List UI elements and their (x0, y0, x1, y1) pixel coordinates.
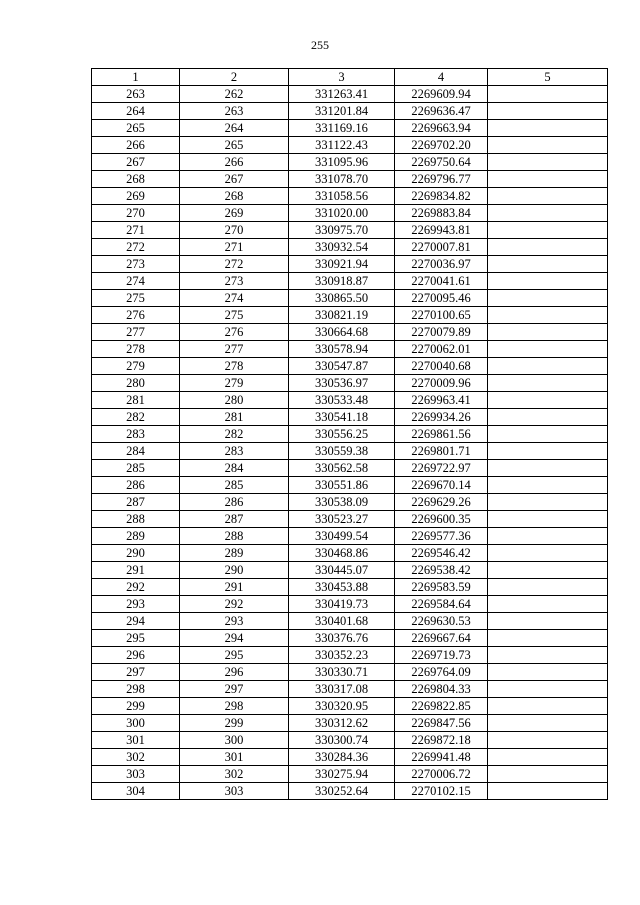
table-row (92, 188, 608, 205)
table-cell: 2269934.26 (395, 409, 488, 426)
table-body (92, 86, 608, 800)
table-cell: 330578.94 (289, 341, 395, 358)
table-cell: 276 (180, 324, 289, 341)
table-cell (488, 426, 608, 443)
table-cell (488, 749, 608, 766)
table-row (92, 307, 608, 324)
table-cell: 269 (92, 188, 180, 205)
table-cell: 284 (92, 443, 180, 460)
table-cell: 276 (92, 307, 180, 324)
table-cell: 272 (92, 239, 180, 256)
table-row (92, 698, 608, 715)
table-row (92, 681, 608, 698)
table-row (92, 596, 608, 613)
table-cell: 2270041.61 (395, 273, 488, 290)
table-cell: 330536.97 (289, 375, 395, 392)
table-cell: 294 (180, 630, 289, 647)
table-cell: 291 (180, 579, 289, 596)
table-cell: 330252.64 (289, 783, 395, 800)
table-row (92, 409, 608, 426)
table-cell: 282 (180, 426, 289, 443)
table-cell: 330975.70 (289, 222, 395, 239)
table-cell (488, 698, 608, 715)
table-cell: 266 (180, 154, 289, 171)
table-cell: 268 (92, 171, 180, 188)
table-cell: 2269663.94 (395, 120, 488, 137)
table-cell: 283 (180, 443, 289, 460)
table-cell: 2269796.77 (395, 171, 488, 188)
table-cell: 330865.50 (289, 290, 395, 307)
table-cell: 2269609.94 (395, 86, 488, 103)
table-row (92, 511, 608, 528)
table-cell: 2269963.41 (395, 392, 488, 409)
table-cell: 281 (180, 409, 289, 426)
table-row (92, 290, 608, 307)
table-cell: 2269801.71 (395, 443, 488, 460)
table-row (92, 613, 608, 630)
table-cell: 267 (180, 171, 289, 188)
table-row (92, 443, 608, 460)
table-cell: 263 (180, 103, 289, 120)
table-cell: 277 (92, 324, 180, 341)
table-cell: 278 (92, 341, 180, 358)
table-cell: 287 (92, 494, 180, 511)
table-row (92, 766, 608, 783)
table-cell: 330562.58 (289, 460, 395, 477)
table-cell: 264 (180, 120, 289, 137)
table-cell: 330547.87 (289, 358, 395, 375)
table-cell: 286 (92, 477, 180, 494)
table-cell: 283 (92, 426, 180, 443)
table-cell: 304 (92, 783, 180, 800)
table-cell: 285 (92, 460, 180, 477)
table-cell (488, 528, 608, 545)
table-cell (488, 358, 608, 375)
table-cell: 330376.76 (289, 630, 395, 647)
table-row (92, 86, 608, 103)
table-cell (488, 783, 608, 800)
table-cell: 330932.54 (289, 239, 395, 256)
table-cell: 330499.54 (289, 528, 395, 545)
table-cell: 330541.18 (289, 409, 395, 426)
table-cell: 2270095.46 (395, 290, 488, 307)
table-row (92, 392, 608, 409)
table-cell: 298 (92, 681, 180, 698)
table-cell: 279 (92, 358, 180, 375)
table-cell: 277 (180, 341, 289, 358)
table-row (92, 749, 608, 766)
table-row (92, 630, 608, 647)
table-cell: 2269629.26 (395, 494, 488, 511)
table-cell: 330468.86 (289, 545, 395, 562)
table-cell: 298 (180, 698, 289, 715)
table-cell: 330445.07 (289, 562, 395, 579)
table-cell: 265 (180, 137, 289, 154)
table-cell: 296 (92, 647, 180, 664)
table-cell: 271 (180, 239, 289, 256)
column-header-2: 2 (180, 69, 289, 86)
table-row (92, 545, 608, 562)
table-cell: 303 (92, 766, 180, 783)
table-cell (488, 103, 608, 120)
table-cell: 2269861.56 (395, 426, 488, 443)
table-cell: 2270100.65 (395, 307, 488, 324)
table-cell: 272 (180, 256, 289, 273)
table-cell: 274 (180, 290, 289, 307)
table-cell: 2270062.01 (395, 341, 488, 358)
table-cell: 2269546.42 (395, 545, 488, 562)
coordinates-table (91, 68, 608, 800)
table-cell: 297 (92, 664, 180, 681)
table-cell: 330921.94 (289, 256, 395, 273)
table-row (92, 239, 608, 256)
table-cell (488, 137, 608, 154)
table-cell: 2269584.64 (395, 596, 488, 613)
table-cell: 330821.19 (289, 307, 395, 324)
table-row (92, 358, 608, 375)
table-row (92, 273, 608, 290)
table-cell: 287 (180, 511, 289, 528)
table-cell: 331169.16 (289, 120, 395, 137)
table-cell: 2269804.33 (395, 681, 488, 698)
table-cell: 301 (92, 732, 180, 749)
table-cell: 2269764.09 (395, 664, 488, 681)
table-cell: 2269630.53 (395, 613, 488, 630)
table-row (92, 460, 608, 477)
table-cell: 269 (180, 205, 289, 222)
table-cell: 285 (180, 477, 289, 494)
table-row (92, 664, 608, 681)
table-cell: 2269667.64 (395, 630, 488, 647)
table-cell: 330559.38 (289, 443, 395, 460)
table-cell: 2269883.84 (395, 205, 488, 222)
table-row (92, 494, 608, 511)
table-cell: 274 (92, 273, 180, 290)
table-cell: 2269702.20 (395, 137, 488, 154)
table-cell: 278 (180, 358, 289, 375)
table-cell: 2269722.97 (395, 460, 488, 477)
table-cell: 2270006.72 (395, 766, 488, 783)
table-cell: 2269750.64 (395, 154, 488, 171)
table-cell: 281 (92, 392, 180, 409)
table-cell: 330300.74 (289, 732, 395, 749)
table-cell: 2269538.42 (395, 562, 488, 579)
table-cell: 331095.96 (289, 154, 395, 171)
table-row (92, 375, 608, 392)
table-row (92, 528, 608, 545)
table-cell: 302 (92, 749, 180, 766)
table-cell (488, 443, 608, 460)
table-cell (488, 290, 608, 307)
table-cell (488, 375, 608, 392)
table-cell: 288 (92, 511, 180, 528)
table-cell (488, 664, 608, 681)
table-row (92, 783, 608, 800)
table-row (92, 647, 608, 664)
table-cell (488, 613, 608, 630)
table-cell: 291 (92, 562, 180, 579)
table-header (92, 69, 608, 86)
table-cell: 330538.09 (289, 494, 395, 511)
table-cell: 2269822.85 (395, 698, 488, 715)
table-row (92, 154, 608, 171)
table-cell (488, 222, 608, 239)
table-row (92, 562, 608, 579)
table-cell (488, 324, 608, 341)
table-cell: 300 (92, 715, 180, 732)
table-row (92, 341, 608, 358)
table-row (92, 137, 608, 154)
table-cell: 330664.68 (289, 324, 395, 341)
table-cell: 2270036.97 (395, 256, 488, 273)
table-cell: 330551.86 (289, 477, 395, 494)
table-cell: 330320.95 (289, 698, 395, 715)
table-cell (488, 596, 608, 613)
table-cell: 331058.56 (289, 188, 395, 205)
table-cell (488, 256, 608, 273)
table-cell (488, 715, 608, 732)
table-cell (488, 341, 608, 358)
table-cell (488, 120, 608, 137)
table-cell: 2269941.48 (395, 749, 488, 766)
table-row (92, 324, 608, 341)
column-header-5: 5 (488, 69, 608, 86)
table-row (92, 477, 608, 494)
table-cell: 331122.43 (289, 137, 395, 154)
table-cell: 330918.87 (289, 273, 395, 290)
table-row (92, 103, 608, 120)
page-number: 255 (311, 38, 329, 52)
table-cell: 268 (180, 188, 289, 205)
table-cell: 293 (92, 596, 180, 613)
table-cell (488, 477, 608, 494)
table-cell: 330533.48 (289, 392, 395, 409)
table-cell: 295 (180, 647, 289, 664)
table-cell: 330401.68 (289, 613, 395, 630)
table-cell: 297 (180, 681, 289, 698)
table-cell: 2269636.47 (395, 103, 488, 120)
table-row (92, 579, 608, 596)
table-cell (488, 630, 608, 647)
table-row (92, 732, 608, 749)
table-cell (488, 579, 608, 596)
table-cell: 2269719.73 (395, 647, 488, 664)
table-cell: 289 (92, 528, 180, 545)
column-header-4: 4 (395, 69, 488, 86)
table-cell: 267 (92, 154, 180, 171)
table-cell: 271 (92, 222, 180, 239)
table-cell (488, 460, 608, 477)
table-row (92, 426, 608, 443)
table-row (92, 205, 608, 222)
table-cell: 280 (92, 375, 180, 392)
table-cell (488, 766, 608, 783)
table-cell (488, 647, 608, 664)
table-cell: 330284.36 (289, 749, 395, 766)
table-cell: 2270040.68 (395, 358, 488, 375)
table-cell: 263 (92, 86, 180, 103)
table-cell: 331263.41 (289, 86, 395, 103)
table-cell: 262 (180, 86, 289, 103)
table-row (92, 256, 608, 273)
table-cell (488, 188, 608, 205)
table-cell: 331078.70 (289, 171, 395, 188)
table-cell (488, 732, 608, 749)
table-row (92, 171, 608, 188)
table-row (92, 120, 608, 137)
table-cell: 2269943.81 (395, 222, 488, 239)
table-cell (488, 392, 608, 409)
table-cell: 2270079.89 (395, 324, 488, 341)
table-cell: 294 (92, 613, 180, 630)
table-cell: 2269670.14 (395, 477, 488, 494)
table-row (92, 222, 608, 239)
table-cell (488, 86, 608, 103)
table-cell: 282 (92, 409, 180, 426)
table-cell: 2269600.35 (395, 511, 488, 528)
table-cell: 2269583.59 (395, 579, 488, 596)
table-cell: 302 (180, 766, 289, 783)
table-cell: 264 (92, 103, 180, 120)
table-cell: 289 (180, 545, 289, 562)
table-cell: 286 (180, 494, 289, 511)
column-header-1: 1 (92, 69, 180, 86)
table-cell (488, 494, 608, 511)
table-cell: 301 (180, 749, 289, 766)
table-cell (488, 239, 608, 256)
table-cell (488, 154, 608, 171)
table-cell: 275 (92, 290, 180, 307)
table-cell: 2270102.15 (395, 783, 488, 800)
table-cell: 2269847.56 (395, 715, 488, 732)
table-cell: 275 (180, 307, 289, 324)
table-cell: 299 (92, 698, 180, 715)
table-cell (488, 205, 608, 222)
table-cell: 2269834.82 (395, 188, 488, 205)
table-cell: 280 (180, 392, 289, 409)
table-cell: 284 (180, 460, 289, 477)
table-cell: 270 (92, 205, 180, 222)
table-cell: 2270007.81 (395, 239, 488, 256)
table-cell: 330275.94 (289, 766, 395, 783)
table-cell: 265 (92, 120, 180, 137)
table-cell: 270 (180, 222, 289, 239)
table-cell: 279 (180, 375, 289, 392)
table-cell: 295 (92, 630, 180, 647)
table-cell: 330330.71 (289, 664, 395, 681)
table-cell: 290 (180, 562, 289, 579)
table-cell: 300 (180, 732, 289, 749)
table-cell: 292 (180, 596, 289, 613)
table-cell (488, 545, 608, 562)
table-cell: 292 (92, 579, 180, 596)
table-cell (488, 171, 608, 188)
table-cell (488, 273, 608, 290)
table-cell: 303 (180, 783, 289, 800)
table-cell (488, 562, 608, 579)
table-cell (488, 409, 608, 426)
table-cell: 2269872.18 (395, 732, 488, 749)
table-cell: 293 (180, 613, 289, 630)
table-cell (488, 511, 608, 528)
table-cell: 266 (92, 137, 180, 154)
table-cell: 330317.08 (289, 681, 395, 698)
table-cell: 330556.25 (289, 426, 395, 443)
table-row (92, 715, 608, 732)
table-cell: 331020.00 (289, 205, 395, 222)
table-cell: 330523.27 (289, 511, 395, 528)
table-cell: 2269577.36 (395, 528, 488, 545)
table-cell (488, 681, 608, 698)
table-cell: 273 (92, 256, 180, 273)
table-cell: 330453.88 (289, 579, 395, 596)
table-cell: 299 (180, 715, 289, 732)
table-cell: 288 (180, 528, 289, 545)
header-row (92, 69, 608, 86)
table-cell: 2270009.96 (395, 375, 488, 392)
table-cell: 330419.73 (289, 596, 395, 613)
table-cell: 331201.84 (289, 103, 395, 120)
table-cell (488, 307, 608, 324)
table-cell: 296 (180, 664, 289, 681)
table-cell: 273 (180, 273, 289, 290)
table-cell: 330312.62 (289, 715, 395, 732)
table-cell: 330352.23 (289, 647, 395, 664)
table-cell: 290 (92, 545, 180, 562)
column-header-3: 3 (289, 69, 395, 86)
